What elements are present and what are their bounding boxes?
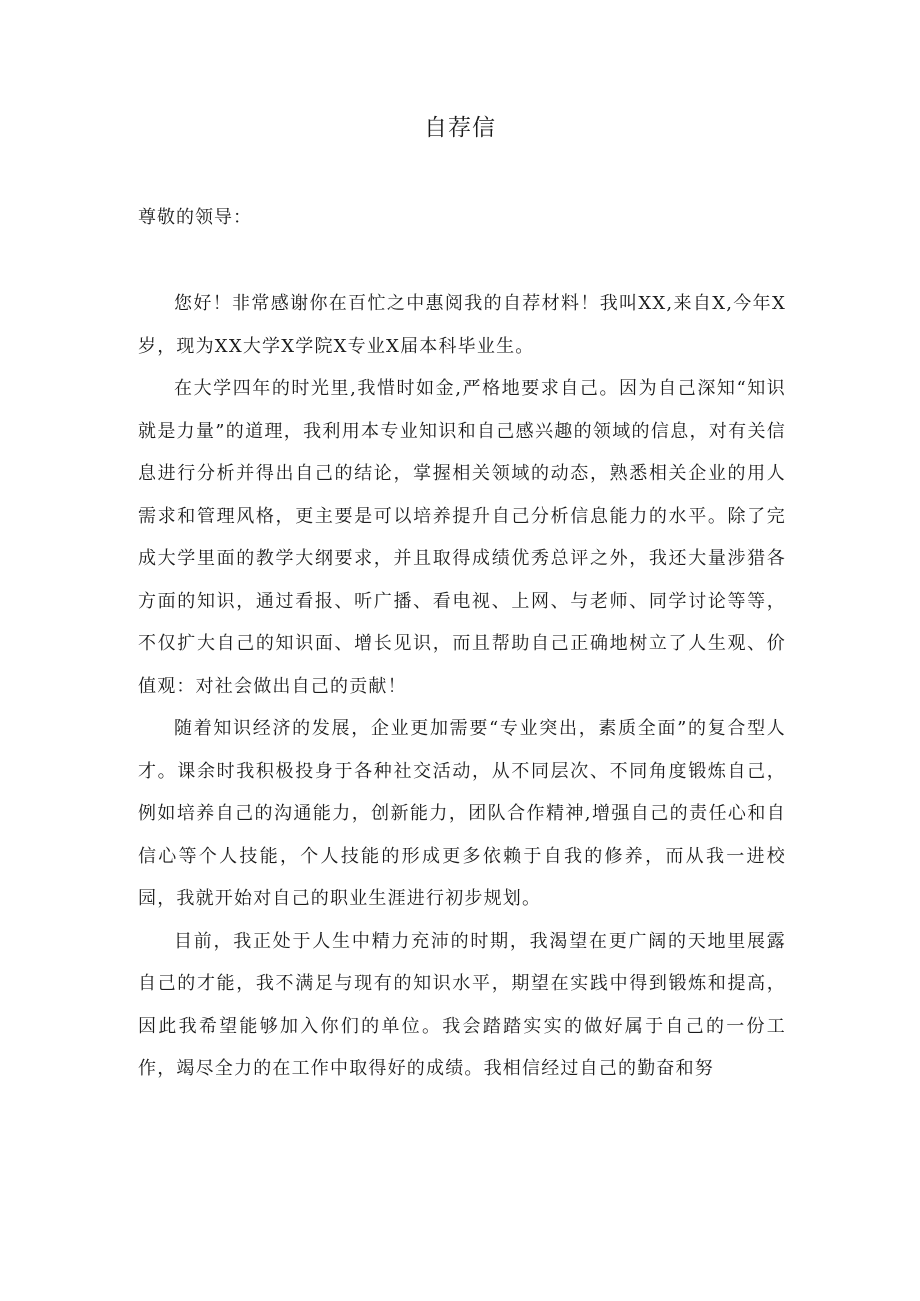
salutation: 尊敬的领导：: [138, 207, 252, 228]
letter-body: [138, 283, 786, 1091]
paragraph-university: 在大学四年的时光里,我惜时如金,严格地要求自己。因为自己深知“知识就是力量”的道理，我利用本专业知识和自己感兴趣的领域的信息，对有关信息进行分析并得出自己的结论，掌握相关领域的动态，熟悉相关企业的用人需求和管理风格，更主要是可以培养提升自己分析信息能力的水平。除了完成大学里面的教学大纲要求，并且取得成绩优秀总评之外，我还大量涉猎各方面的知识，通过看报、听广播、看电视、上网、与老师、同学讨论等等，不仅扩大自己的知识面、增长见识，而且帮助自己正确地树立了人生观、价值观：对社会做出自己的贡献！: [138, 378, 786, 697]
paragraph-activities: 随着知识经济的发展，企业更加需要“专业突出，素质全面”的复合型人才。课余时我积极投身于各种社交活动，从不同层次、不同角度锻炼自己，例如培养自己的沟通能力，创新能力，团队合作精神,增强自己的责任心和自信心等个人技能，个人技能的形成更多依赖于自我的修养，而从我一进校园，我就开始对自己的职业生涯进行初步规划。: [138, 718, 786, 909]
document-title: 自荐信: [424, 115, 496, 141]
paragraph-intro: 您好！非常感谢你在百忙之中惠阅我的自荐材料！我叫XX,来自X,今年X岁，现为XX大学X学院X专业X届本科毕业生。: [138, 293, 786, 357]
paragraph-goals: 目前，我正处于人生中精力充沛的时期，我渴望在更广阔的天地里展露自己的才能，我不满足与现有的知识水平，期望在实践中得到锻炼和提高，因此我希望能够加入你们的单位。我会踏踏实实的做好属于自己的一份工作，竭尽全力的在工作中取得好的成绩。我相信经过自己的勤奋和努: [138, 930, 786, 1079]
